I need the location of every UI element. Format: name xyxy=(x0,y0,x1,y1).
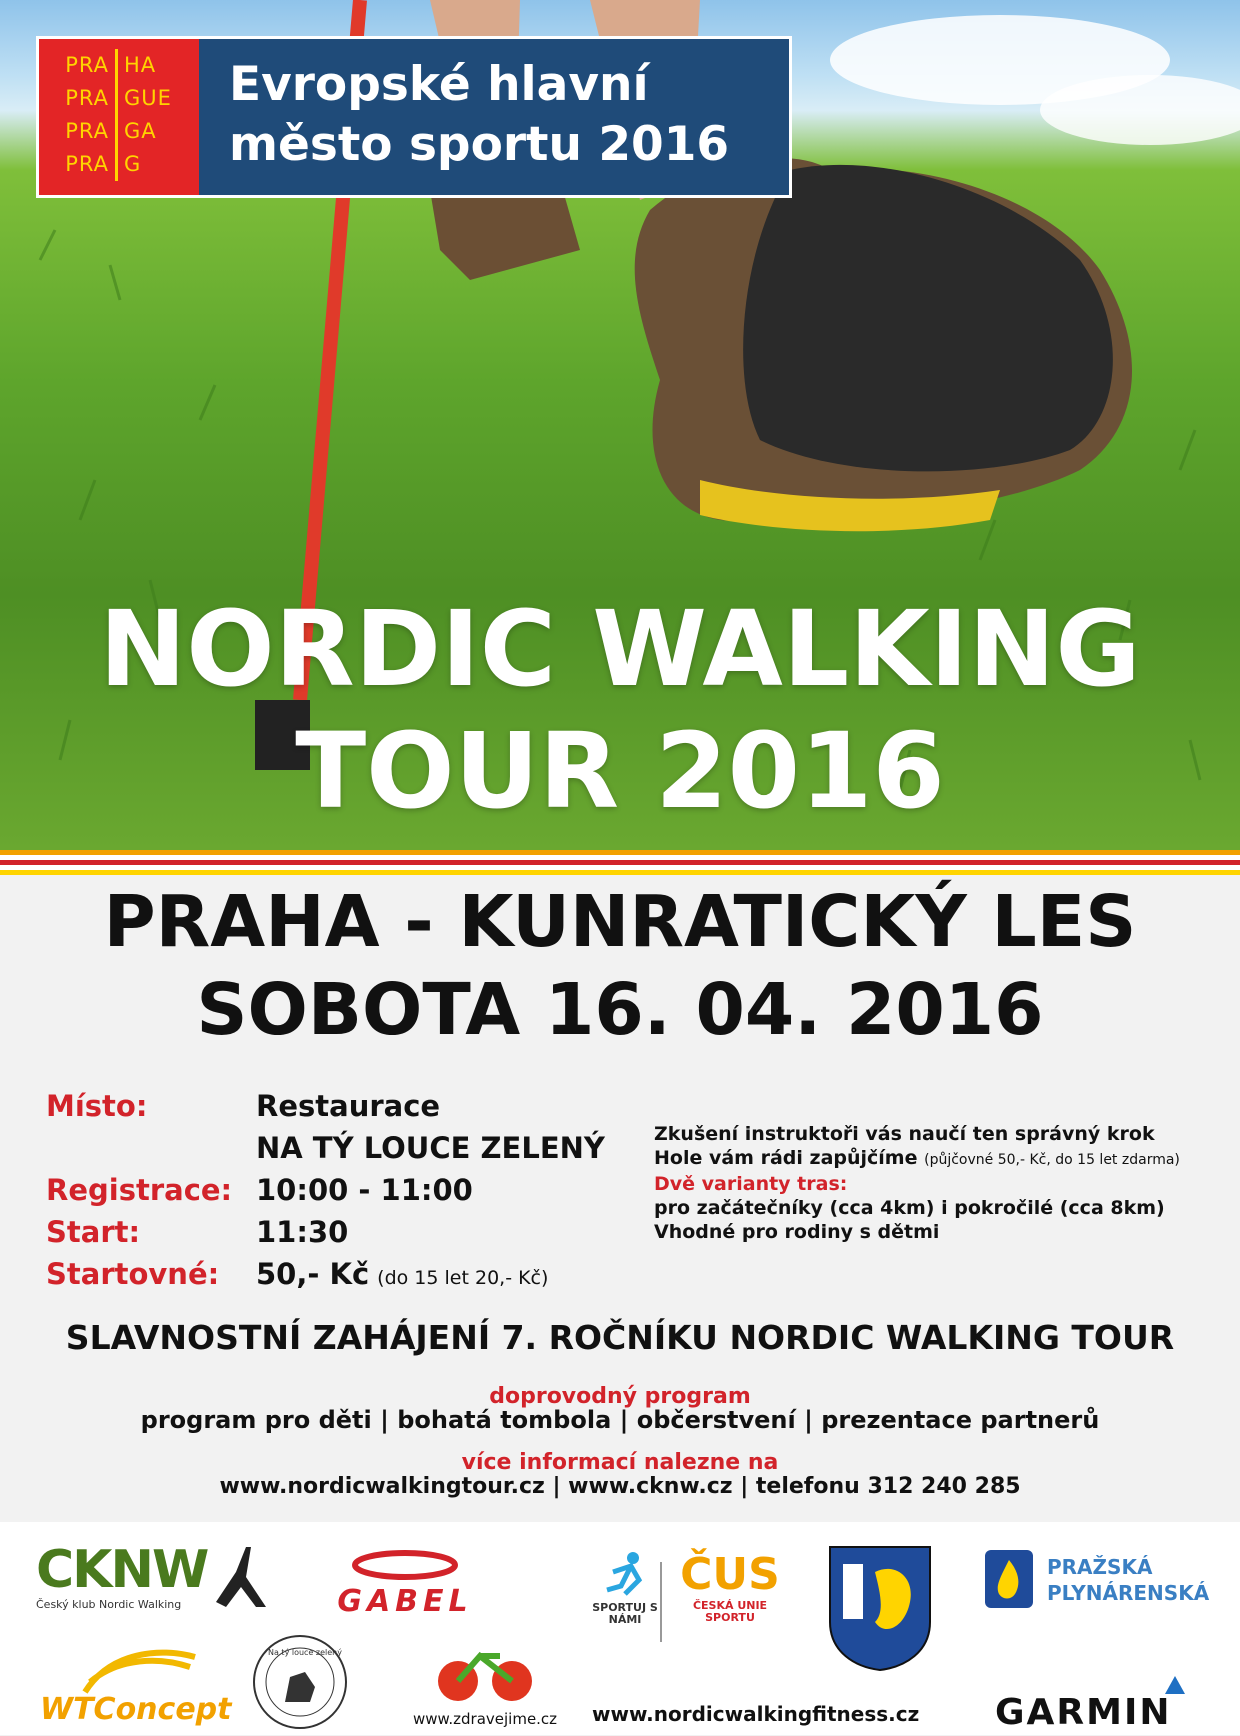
louka-stamp-icon xyxy=(250,1632,350,1732)
detail-row-misto2 xyxy=(46,1127,666,1169)
veggie-bike-icon xyxy=(430,1626,540,1706)
event-details xyxy=(46,1085,666,1295)
badge-title xyxy=(229,55,729,175)
praha-logo-left: PRA xyxy=(49,82,118,115)
cknw-logo xyxy=(36,1542,266,1622)
event-date: SOBOTA 16. 04. 2016 xyxy=(196,968,1044,1051)
praha-logo-row xyxy=(49,115,172,148)
program-items: program pro děti | bohatá tombola | občerstvení | prezentace partnerů xyxy=(140,1406,1100,1434)
praha-logo-right: G xyxy=(124,152,142,176)
detail-row-start xyxy=(46,1211,666,1253)
nwf-url: www.nordicwalkingfitness.cz xyxy=(592,1702,920,1726)
wt-name: WTConcept xyxy=(40,1692,232,1727)
praha-logo-grid xyxy=(49,49,172,181)
zdravejime-logo xyxy=(400,1626,570,1736)
event-location: PRAHA - KUNRATICKÝ LES xyxy=(103,880,1137,963)
praha-logo-row xyxy=(49,148,172,181)
start-label: Start: xyxy=(46,1215,141,1249)
startovne-price: 50,- Kč xyxy=(256,1257,370,1291)
cus-mark: ČUS xyxy=(680,1549,780,1600)
louka-text: Na tý louce zelený xyxy=(268,1648,342,1657)
side-line3: Dvě varianty tras: xyxy=(654,1173,848,1195)
praha-logo-row xyxy=(49,49,172,82)
more-info-heading: více informací nalezne na xyxy=(461,1450,779,1475)
praha-logo-right: GA xyxy=(124,119,157,143)
hero-title-line1: NORDIC WALKING xyxy=(99,588,1141,710)
runner-icon xyxy=(603,1550,647,1598)
badge-title-line2: město sportu 2016 xyxy=(229,117,730,172)
side-info xyxy=(654,1122,1214,1244)
wtconcept-logo xyxy=(40,1642,240,1732)
detail-row-registrace xyxy=(46,1169,666,1211)
praha-logo-right: GUE xyxy=(124,86,172,110)
detail-row-misto xyxy=(46,1085,666,1127)
badge-title-line1: Evropské hlavní xyxy=(229,57,649,112)
praha-logo-row xyxy=(49,82,172,115)
pp-line1: PRAŽSKÁ xyxy=(1047,1555,1153,1579)
pp-name xyxy=(1047,1554,1209,1606)
european-capital-of-sport-badge xyxy=(36,36,792,198)
misto-value2: NA TÝ LOUCE ZELENÝ xyxy=(256,1131,605,1165)
gabel-name: GABEL xyxy=(337,1584,473,1619)
sportuj-text: SPORTUJ S NÁMI xyxy=(592,1601,658,1626)
stripe-yellow xyxy=(0,870,1240,875)
pp-line2: PLYNÁRENSKÁ xyxy=(1047,1581,1210,1605)
program-heading: doprovodný program xyxy=(489,1384,751,1409)
prazska-plynarenska-logo xyxy=(985,1550,1215,1620)
start-value: 11:30 xyxy=(256,1215,349,1249)
opening-ceremony: SLAVNOSTNÍ ZAHÁJENÍ 7. ROČNÍKU NORDIC WALKING TOUR xyxy=(65,1318,1175,1357)
logo-divider xyxy=(660,1562,662,1642)
praha-logo-left: PRA xyxy=(49,115,118,148)
praha-logo-left: PRA xyxy=(49,148,118,181)
side-line1: Zkušení instruktoři vás naučí ten správný krok xyxy=(654,1123,1155,1145)
side-line2-text: Hole vám rádi zapůjčíme xyxy=(654,1147,918,1169)
side-line5: Vhodné pro rodiny s dětmi xyxy=(654,1221,940,1243)
more-info-links: www.nordicwalkingtour.cz | www.cknw.cz | telefonu 312 240 285 xyxy=(219,1474,1021,1499)
side-line2 xyxy=(654,1146,1214,1172)
hero-title xyxy=(0,588,1240,832)
registrace-value: 10:00 - 11:00 xyxy=(256,1173,473,1207)
cknw-subtitle: Český klub Nordic Walking xyxy=(36,1598,182,1611)
lion-shield-icon xyxy=(825,1542,935,1672)
coat-of-arms xyxy=(825,1542,935,1672)
misto-label: Místo: xyxy=(46,1089,148,1123)
praha-logo-right: HA xyxy=(124,53,157,77)
walker-icon xyxy=(206,1542,276,1612)
startovne-label: Startovné: xyxy=(46,1257,220,1291)
sponsors-footer xyxy=(0,1522,1240,1735)
event-title xyxy=(0,878,1240,1054)
sportuj-logo xyxy=(585,1550,665,1645)
misto-value1: Restaurace xyxy=(256,1089,441,1123)
color-stripes xyxy=(0,850,1240,875)
gabel-logo xyxy=(310,1550,500,1620)
garmin-name: GARMIN xyxy=(995,1692,1172,1733)
cus-text: ČESKÁ UNIE SPORTU xyxy=(692,1599,768,1624)
side-line4: pro začátečníky (cca 4km) i pokročilé (cca 8km) xyxy=(654,1197,1165,1219)
flame-icon xyxy=(985,1550,1033,1608)
boot-sole xyxy=(743,165,1113,472)
zdravejime-url: www.zdravejime.cz xyxy=(412,1710,558,1728)
hero-photo xyxy=(0,0,1240,850)
cus-logo xyxy=(675,1550,785,1645)
detail-row-startovne xyxy=(46,1253,666,1295)
registrace-label: Registrace: xyxy=(46,1173,233,1207)
wt-swirl-icon xyxy=(80,1642,200,1697)
hero-title-line2: TOUR 2016 xyxy=(295,710,945,832)
startovne-note: (do 15 let 20,- Kč) xyxy=(377,1267,549,1289)
praha-logo-left: PRA xyxy=(49,49,118,82)
cknw-mark: CKNW xyxy=(36,1540,208,1600)
gabel-swirl-icon xyxy=(350,1550,460,1580)
startovne-value xyxy=(256,1257,548,1291)
side-line2-note: (půjčovné 50,- Kč, do 15 let zdarma) xyxy=(924,1152,1180,1168)
garmin-logo xyxy=(995,1682,1215,1732)
louka-logo xyxy=(250,1632,360,1732)
praha-logo xyxy=(39,39,199,195)
